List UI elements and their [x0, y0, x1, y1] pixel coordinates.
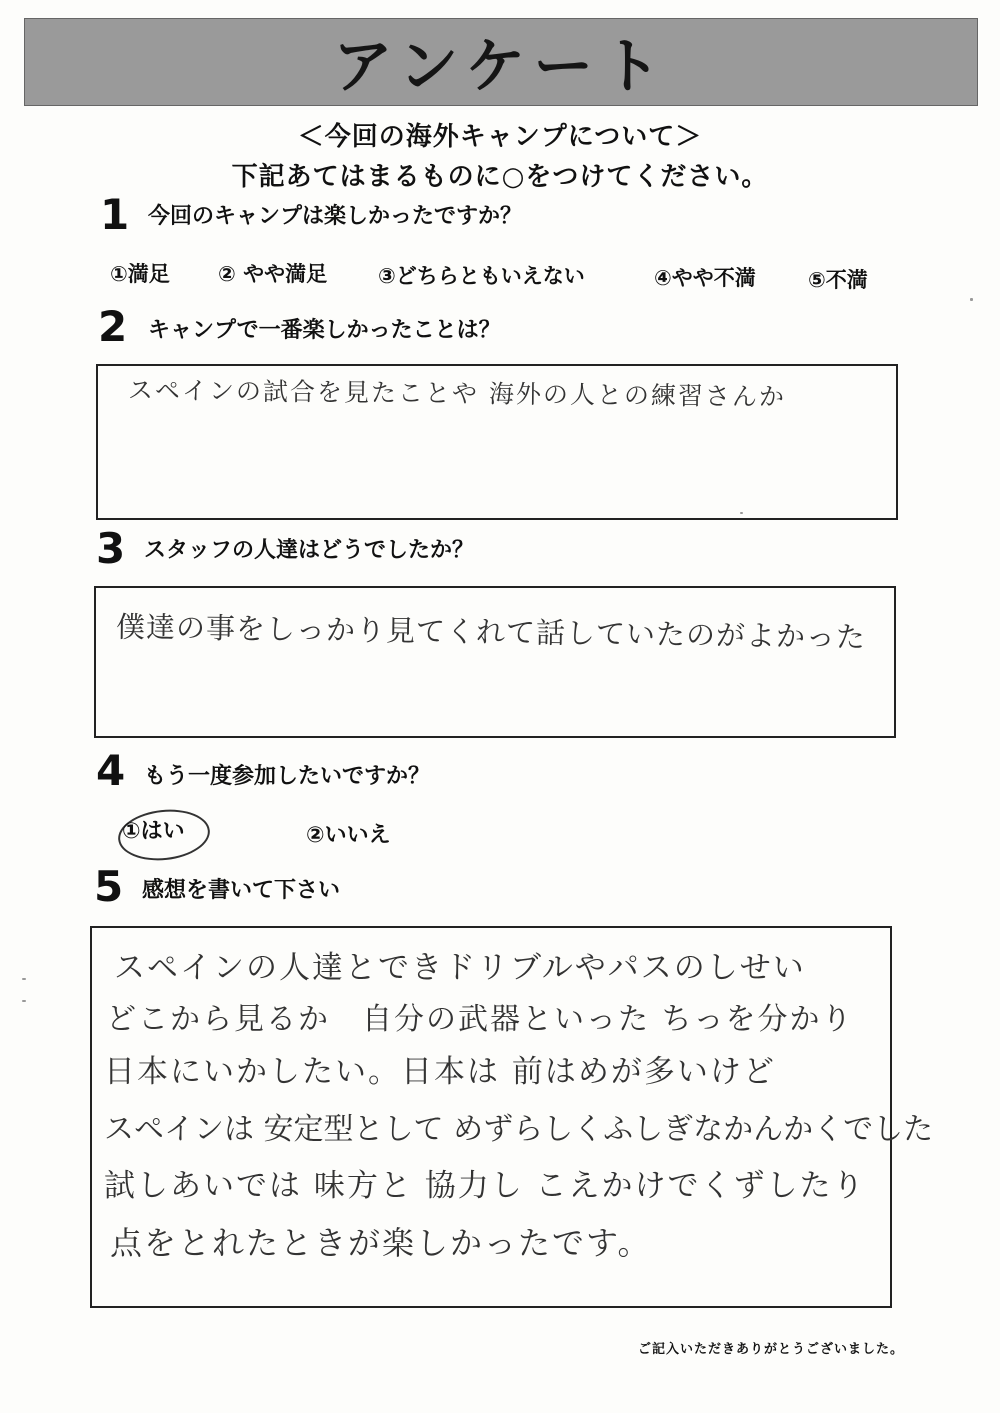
q1-option-satisfied[interactable]: ①満足 [110, 262, 170, 286]
question-3-number: 3 [96, 524, 126, 573]
q1-option-neutral[interactable]: ③どちらともいえない [378, 264, 585, 288]
question-3-text: スタッフの人達はどうでしたか？ [144, 538, 475, 563]
title-banner [24, 18, 978, 106]
page-title: アンケート [332, 32, 670, 102]
q5-answer-line-5: 試しあいでは 味方と 協力し こえかけでくずしたり [104, 1168, 866, 1204]
q5-answer-line-2: どこから見るか 自分の武器といった ちっを分かり [106, 1002, 854, 1037]
q1-option-dissatisfied[interactable]: ⑤不満 [808, 268, 868, 292]
scan-speck [740, 512, 743, 514]
survey-subtitle: ＜今回の海外キャンプについて＞ [297, 122, 703, 152]
question-4-number: 4 [96, 746, 126, 795]
q5-answer-line-6: 点をとれたときが楽しかったです。 [110, 1224, 652, 1262]
q1-option-somewhat-dissatisfied[interactable]: ④やや不満 [654, 266, 756, 290]
scan-speck [22, 1000, 26, 1002]
q4-option-yes[interactable]: ①はい [122, 819, 185, 844]
question-3-answer-box[interactable] [94, 586, 896, 738]
question-4-text: もう一度参加したいですか？ [144, 764, 431, 789]
q5-answer-line-1: スペインの人達とできドリブルやパスのしせい [114, 950, 806, 986]
scan-speck [970, 298, 973, 301]
question-5-number: 5 [94, 862, 124, 911]
question-2-number: 2 [98, 302, 128, 351]
q5-answer-line-3: 日本にいかしたい。日本は 前はめが多いけど [104, 1054, 776, 1090]
question-2-answer-box[interactable] [96, 364, 898, 520]
q1-option-somewhat-satisfied[interactable]: ② やや満足 [218, 262, 328, 286]
question-5-text: 感想を書いて下さい [142, 878, 341, 903]
scan-speck [22, 978, 26, 980]
survey-instruction: 下記あてはまるものに○をつけてください。 [231, 162, 769, 192]
question-2-handwritten-answer: スペインの試合を見たことや 海外の人との練習さんか [127, 375, 787, 412]
q5-answer-line-4: スペインは 安定型として めずらしくふしぎなかんかくでした [104, 1112, 934, 1147]
footer-thanks: ご記入いただきありがとうございました。 [637, 1342, 904, 1357]
question-1-text: 今回のキャンプは楽しかったですか？ [148, 204, 523, 229]
question-2-text: キャンプで一番楽しかったことは？ [148, 318, 501, 343]
question-1-number: 1 [100, 190, 130, 239]
q4-option-no[interactable]: ②いいえ [306, 823, 391, 848]
question-3-handwritten-answer: 僕達の事をしっかり見てくれて話していたのがよかった [115, 609, 867, 655]
question-5-answer-box[interactable] [90, 926, 934, 1308]
